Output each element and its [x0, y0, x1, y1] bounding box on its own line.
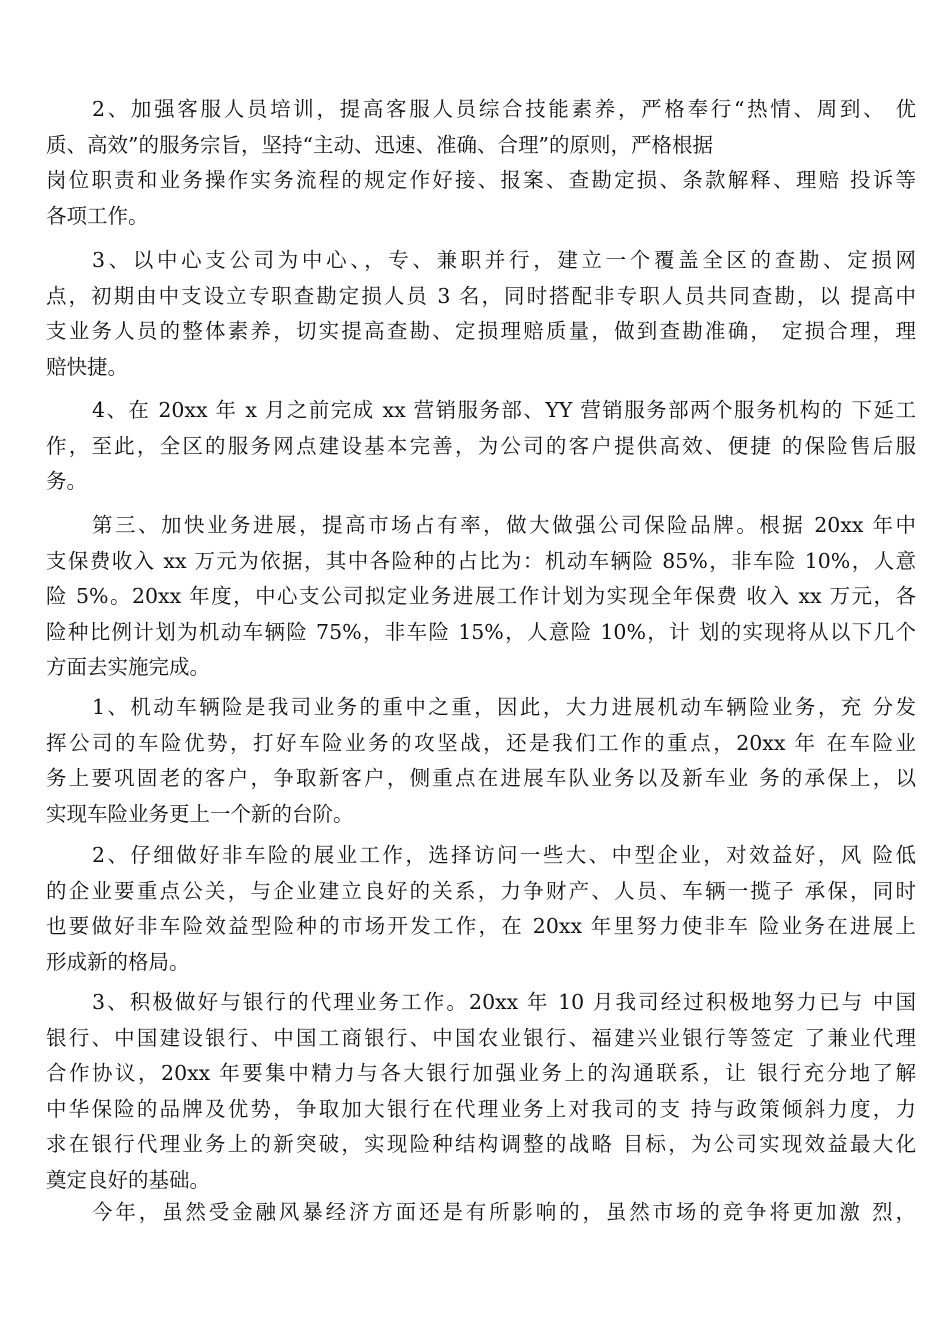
- text-line: 的企业要重点公关，与企业建立良好的关系，力争财产、人员、车辆一揽子 承保，同时: [46, 878, 916, 903]
- paragraph-this-year: [46, 1195, 916, 1231]
- paragraph-survey-network: [46, 243, 916, 385]
- paragraph-business-development: [46, 508, 916, 686]
- text-line: 挥公司的车险优势，打好车险业务的攻坚战，还是我们工作的重点，20xx 年 在车险业: [46, 730, 916, 755]
- text-line: 1、机动车辆险是我司业务的重中之重，因此，大力进展机动车辆险业务，充 分发: [92, 695, 916, 719]
- text-line: 合作协议，20xx 年要集中精力与各大银行加强业务上的沟通联系，让 银行充分地了解: [46, 1061, 916, 1085]
- text-line: 务上要巩固老的客户，争取新客户，侧重点在进展车队业务以及新车业 务的承保上，以: [46, 766, 916, 790]
- text-line: 方面去实施完成。: [46, 655, 210, 679]
- text-line: 第三、加快业务进展，提高市场占有率，做大做强公司保险品牌。根据 20xx 年中: [92, 513, 916, 537]
- text-line: 险 5%。20xx 年度，中心支公司拟定业务进展工作计划为实现全年保费 收入 xx 万元，各: [46, 584, 916, 608]
- text-line: 支保费收入 xx 万元为依据，其中各险种的占比为：机动车辆险 85%，非车险 10%，人意: [46, 548, 916, 573]
- text-line: 求在银行代理业务上的新突破，实现险种结构调整的战略 目标，为公司实现效益最大化: [46, 1132, 916, 1156]
- text-line: 各项工作。: [46, 203, 149, 228]
- text-line: 今年，虽然受金融风暴经济方面还是有所影响的，虽然市场的竞争将更加激 烈，: [92, 1200, 916, 1224]
- paragraph-customer-service-training: [46, 92, 916, 234]
- paragraph-non-motor-insurance: [46, 838, 916, 980]
- text-line: 中华保险的品牌及优势，争取加大银行在代理业务上对我司的支 持与政策倾斜力度，力: [46, 1096, 916, 1121]
- text-line: 银行、中国建设银行、中国工商银行、中国农业银行、福建兴业银行等签定 了兼业代理: [46, 1025, 916, 1050]
- text-line: 形成新的格局。: [46, 949, 190, 974]
- text-line: 岗位职责和业务操作实务流程的规定作好接、报案、查勘定损、条款解释、理赔 投诉等: [46, 168, 916, 192]
- text-line: 作，至此，全区的服务网点建设基本完善，为公司的客户提供高效、便捷 的保险售后服: [46, 433, 916, 458]
- text-line: 实现车险业务更上一个新的台阶。: [46, 801, 354, 826]
- text-line: 3、积极做好与银行的代理业务工作。20xx 年 10 月我司经过积极地努力已与 中国: [92, 990, 916, 1014]
- text-line: 也要做好非车险效益型险种的市场开发工作，在 20xx 年里努力使非车 险业务在进展上: [46, 914, 916, 938]
- text-line: 3、以中心支公司为中心、，专、兼职并行，建立一个覆盖全区的查勘、定损网: [92, 248, 916, 272]
- text-line: 赔快捷。: [46, 354, 128, 379]
- text-line: 务。: [46, 469, 87, 493]
- text-line: 支业务人员的整体素养，切实提高查勘、定损理赔质量，做到查勘准确， 定损合理，理: [46, 319, 916, 343]
- text-line: 险种比例计划为机动车辆险 75%，非车险 15%，人意险 10%，计 划的实现将从以下几个: [46, 619, 916, 644]
- paragraph-motor-insurance: [46, 690, 916, 832]
- text-line: 奠定良好的基础。: [46, 1167, 210, 1192]
- text-line: 2、仔细做好非车险的展业工作，选择访问一些大、中型企业，对效益好，风 险低: [92, 843, 916, 867]
- text-line: 质、高效”的服务宗旨，坚持“主动、迅速、准确、合理”的原则，严格根据: [46, 132, 713, 157]
- text-line: 点，初期由中支设立专职查勘定损人员 3 名，同时搭配非专职人员共同查勘，以 提高中: [46, 283, 916, 308]
- paragraph-service-outlets: [46, 393, 916, 500]
- paragraph-bank-agency: [46, 985, 916, 1198]
- text-line: 2、加强客服人员培训，提高客服人员综合技能素养，严格奉行“热情、周到、 优: [92, 97, 916, 121]
- text-line: 4、在 20xx 年 x 月之前完成 xx 营销服务部、YY 营销服务部两个服务机构的 下延工: [92, 398, 916, 422]
